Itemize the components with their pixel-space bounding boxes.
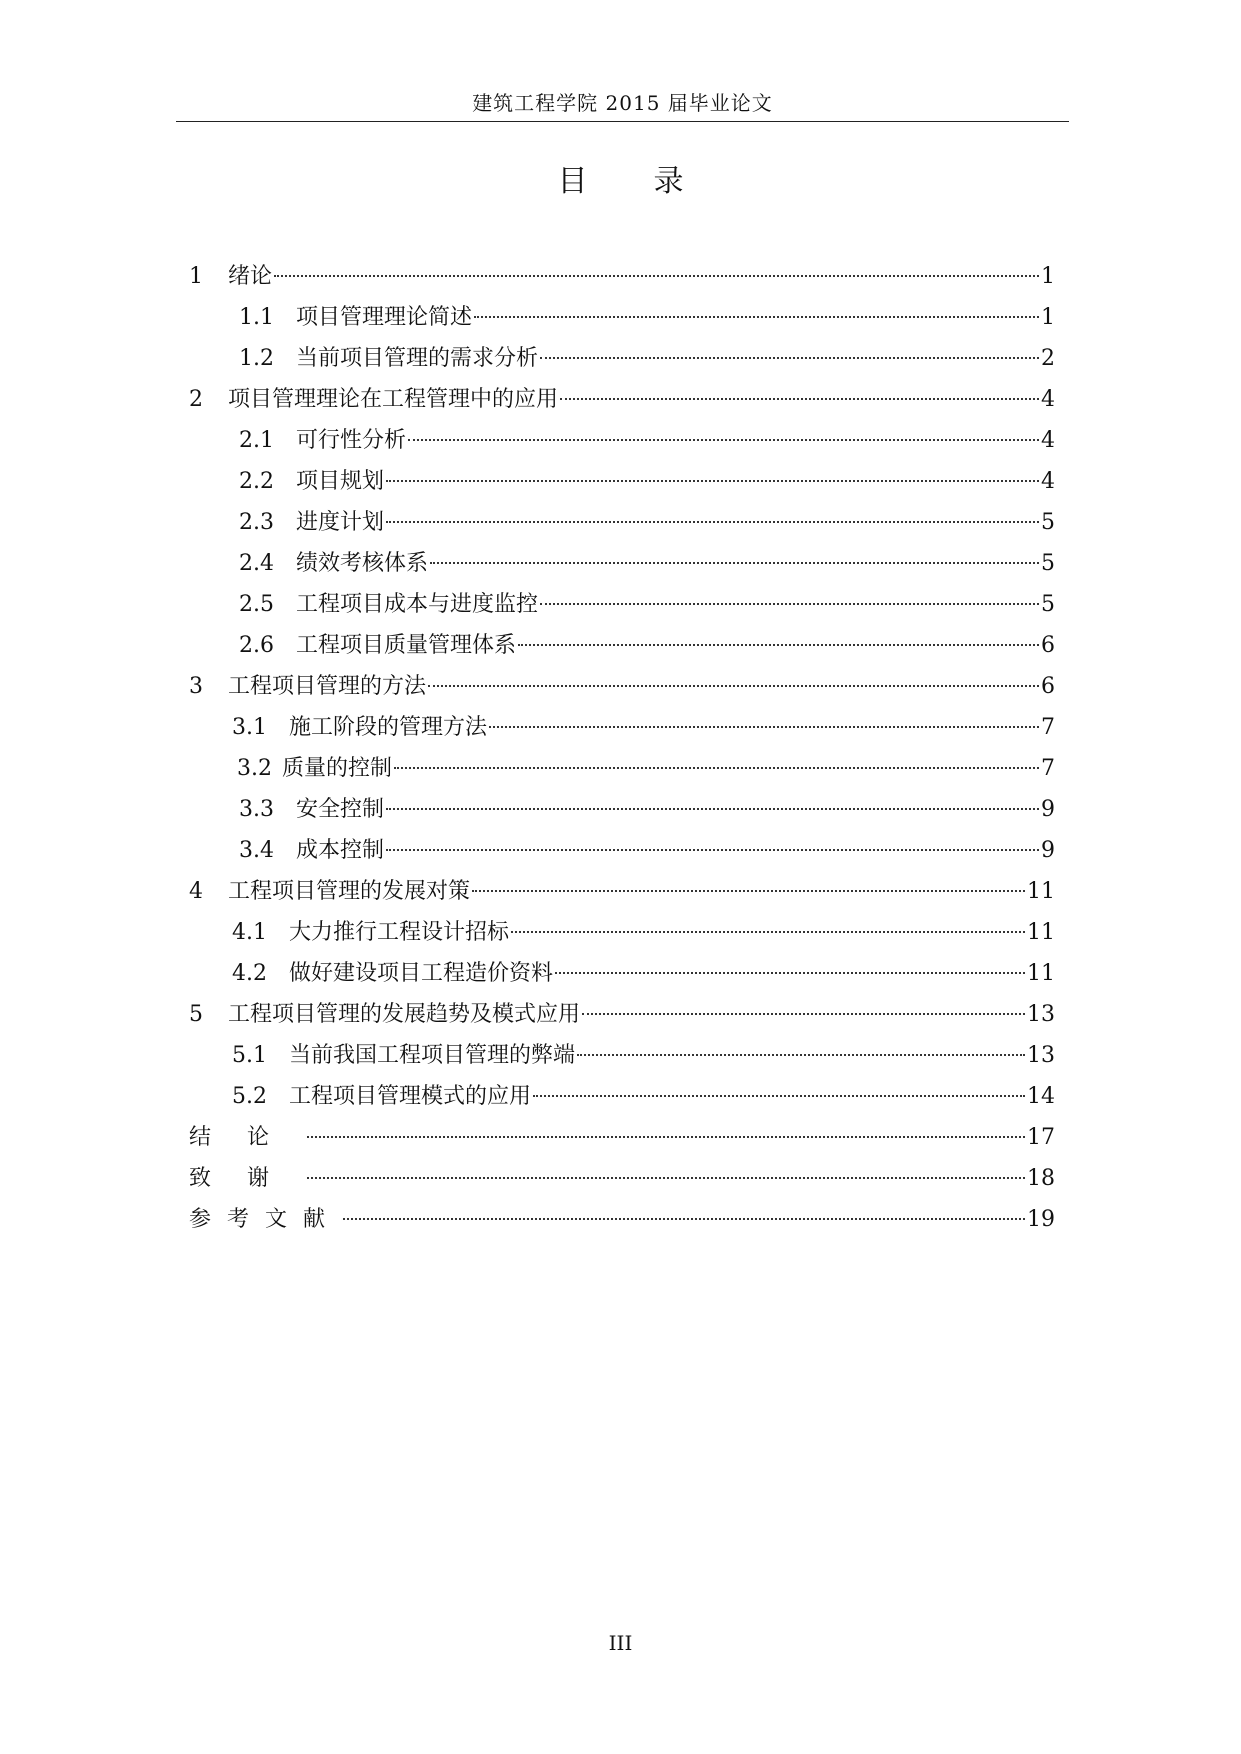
dot-leader [533, 1094, 1025, 1097]
toc-entry-page: 11 [1027, 920, 1055, 945]
toc-entry-page: 7 [1041, 715, 1055, 740]
toc-entry-page: 5 [1041, 592, 1055, 617]
toc-entry-number: 2.3 [239, 510, 274, 535]
dot-leader [560, 397, 1039, 400]
toc-entry-number: 2.6 [239, 633, 274, 658]
dot-leader [386, 807, 1039, 810]
toc-entry-title: 工程项目质量管理体系 [296, 633, 517, 658]
dot-leader [307, 1135, 1025, 1138]
toc-entry-4[interactable] [189, 871, 1055, 912]
toc-entry-number: 3.2 [237, 756, 272, 781]
dot-leader [472, 889, 1025, 892]
toc-entry-page: 14 [1027, 1084, 1055, 1109]
toc-entry-page: 9 [1041, 838, 1055, 863]
toc-entry-number: 3.4 [239, 838, 274, 863]
toc-entry-title: 工程项目管理模式的应用 [289, 1084, 532, 1109]
running-header: 建筑工程学院 2015 届毕业论文 [472, 91, 773, 115]
toc-entry-conclusion[interactable] [189, 1117, 1055, 1158]
toc-entry-title: 结论 [189, 1125, 306, 1150]
toc-entry-number: 4.2 [232, 961, 267, 986]
toc-entry-title: 施工阶段的管理方法 [289, 715, 488, 740]
toc-entry-number: 3.3 [239, 797, 274, 822]
toc-entry-5-2[interactable] [189, 1076, 1055, 1117]
toc-entry-2-2[interactable] [189, 461, 1055, 502]
toc-entry-page: 11 [1027, 879, 1055, 904]
toc-entry-title: 安全控制 [296, 797, 385, 822]
toc-entry-number: 2.5 [239, 592, 274, 617]
dot-leader [577, 1053, 1025, 1056]
toc-entry-title: 可行性分析 [296, 428, 407, 453]
dot-leader [408, 438, 1039, 441]
dot-leader [274, 274, 1039, 277]
dot-leader [394, 766, 1039, 769]
toc-entry-1-2[interactable] [189, 338, 1055, 379]
dot-leader [540, 356, 1039, 359]
toc-entry-2[interactable] [189, 379, 1055, 420]
toc-entry-2-3[interactable] [189, 502, 1055, 543]
toc-entry-page: 1 [1041, 305, 1055, 330]
toc-entry-page: 9 [1041, 797, 1055, 822]
toc-entry-references[interactable] [189, 1199, 1055, 1240]
dot-leader [555, 971, 1025, 974]
toc-entry-title: 进度计划 [296, 510, 385, 535]
toc-entry-page: 2 [1041, 346, 1055, 371]
toc-entry-page: 5 [1041, 510, 1055, 535]
toc-entry-5[interactable] [189, 994, 1055, 1035]
toc-entry-number: 5 [189, 1002, 203, 1027]
toc-entry-title: 成本控制 [296, 838, 385, 863]
toc-entry-page: 6 [1041, 633, 1055, 658]
toc-entry-page: 7 [1041, 756, 1055, 781]
toc-entry-page: 5 [1041, 551, 1055, 576]
toc-entry-number: 3.1 [232, 715, 267, 740]
toc-entry-4-2[interactable] [189, 953, 1055, 994]
toc-entry-page: 6 [1041, 674, 1055, 699]
toc-entry-page: 18 [1027, 1166, 1055, 1191]
dot-leader [386, 848, 1039, 851]
toc-entry-page: 19 [1027, 1207, 1055, 1232]
toc-entry-4-1[interactable] [189, 912, 1055, 953]
page-number: III [608, 1631, 633, 1655]
toc-entry-number: 4 [189, 879, 203, 904]
toc-entry-page: 11 [1027, 961, 1055, 986]
toc-entry-title: 工程项目管理的方法 [228, 674, 427, 699]
header-rule [176, 121, 1069, 122]
toc-entry-page: 4 [1041, 387, 1055, 412]
toc-entry-title: 项目管理理论在工程管理中的应用 [228, 387, 559, 412]
toc-entry-title: 当前我国工程项目管理的弊端 [289, 1043, 576, 1068]
dot-leader [428, 684, 1039, 687]
toc-entry-title: 大力推行工程设计招标 [289, 920, 510, 945]
dot-leader [474, 315, 1039, 318]
toc-entry-number: 2.2 [239, 469, 274, 494]
toc-entry-title: 项目管理理论简述 [296, 305, 473, 330]
dot-leader [343, 1217, 1025, 1220]
toc-entry-number: 2 [189, 387, 203, 412]
toc-entry-number: 2.1 [239, 428, 274, 453]
toc-entry-page: 4 [1041, 469, 1055, 494]
toc-entry-number: 5.1 [232, 1043, 267, 1068]
toc-title [0, 162, 1241, 202]
toc-entry-2-4[interactable] [189, 543, 1055, 584]
toc-entry-number: 5.2 [232, 1084, 267, 1109]
toc-entry-number: 2.4 [239, 551, 274, 576]
toc-entry-acknowledgements[interactable] [189, 1158, 1055, 1199]
toc-entry-number: 1.2 [239, 346, 274, 371]
toc-entry-1-1[interactable] [189, 297, 1055, 338]
toc-entry-2-5[interactable] [189, 584, 1055, 625]
toc-entry-2-6[interactable] [189, 625, 1055, 666]
toc-entry-title: 当前项目管理的需求分析 [296, 346, 539, 371]
toc-entry-title: 项目规划 [296, 469, 385, 494]
toc-entry-title: 工程项目管理的发展对策 [228, 879, 471, 904]
toc-list [189, 256, 1055, 1240]
toc-entry-number: 4.1 [232, 920, 267, 945]
toc-entry-title: 绩效考核体系 [296, 551, 429, 576]
toc-entry-title: 工程项目成本与进度监控 [296, 592, 539, 617]
toc-entry-title: 致谢 [189, 1166, 306, 1191]
toc-entry-title: 参考文献 [189, 1207, 342, 1232]
toc-entry-number: 1 [189, 264, 203, 289]
dot-leader [307, 1176, 1025, 1179]
toc-entry-2-1[interactable] [189, 420, 1055, 461]
toc-title-char-2: 录 [653, 164, 684, 199]
toc-entry-number: 1.1 [239, 305, 274, 330]
toc-entry-3-1[interactable] [189, 707, 1055, 748]
toc-title-char-1: 目 [557, 164, 588, 199]
toc-entry-3[interactable] [189, 666, 1055, 707]
toc-entry-3-3[interactable] [189, 789, 1055, 830]
dot-leader [582, 1012, 1025, 1015]
toc-entry-title: 绪论 [228, 264, 273, 289]
toc-entry-3-2[interactable] [189, 748, 1055, 789]
toc-entry-title: 做好建设项目工程造价资料 [289, 961, 554, 986]
dot-leader [386, 479, 1039, 482]
toc-entry-page: 13 [1027, 1043, 1055, 1068]
toc-entry-title: 质量的控制 [282, 756, 393, 781]
dot-leader [518, 643, 1039, 646]
toc-entry-5-1[interactable] [189, 1035, 1055, 1076]
dot-leader [540, 602, 1039, 605]
dot-leader [386, 520, 1039, 523]
toc-entry-page: 1 [1041, 264, 1055, 289]
toc-entry-page: 4 [1041, 428, 1055, 453]
dot-leader [489, 725, 1039, 728]
toc-entry-page: 13 [1027, 1002, 1055, 1027]
toc-entry-title: 工程项目管理的发展趋势及模式应用 [228, 1002, 581, 1027]
toc-entry-1[interactable] [189, 256, 1055, 297]
toc-entry-3-4[interactable] [189, 830, 1055, 871]
dot-leader [430, 561, 1039, 564]
toc-entry-number: 3 [189, 674, 203, 699]
toc-entry-page: 17 [1027, 1125, 1055, 1150]
dot-leader [511, 930, 1025, 933]
